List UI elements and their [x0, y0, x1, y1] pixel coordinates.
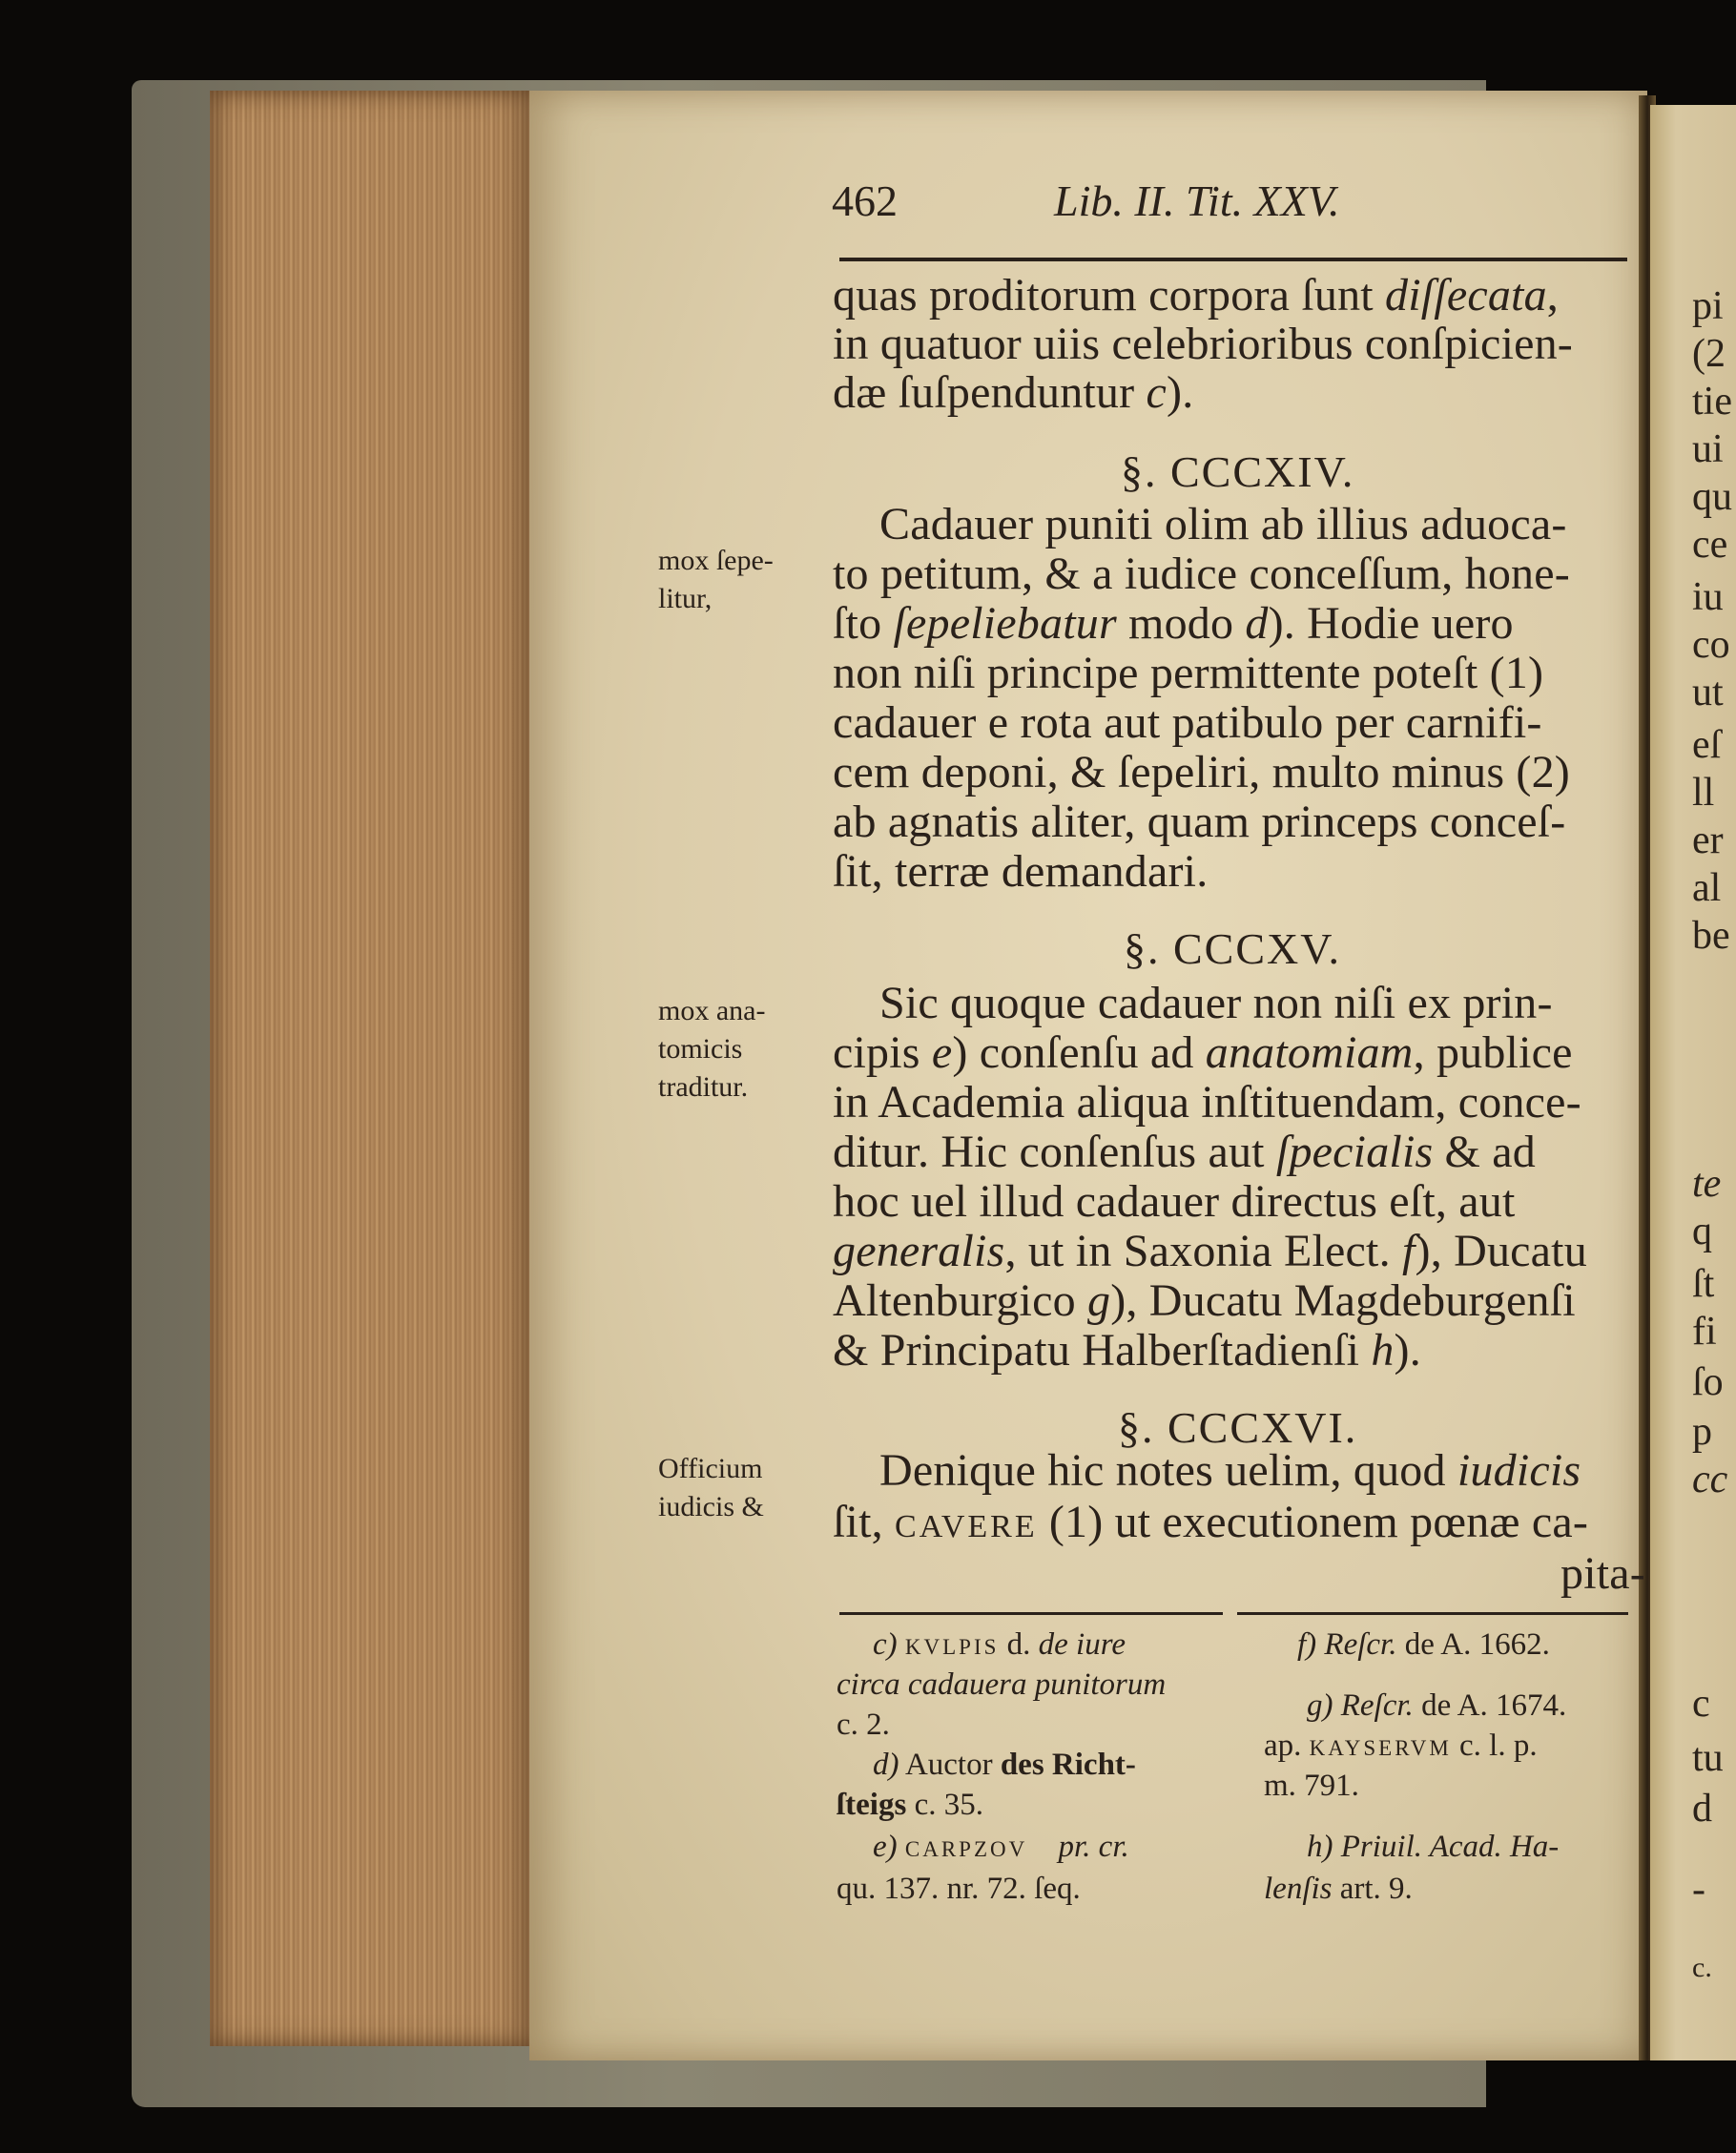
- footnote-f: f) Reſcr. de A. 1662.: [1297, 1627, 1550, 1662]
- body-line: to petitum, & a iudice conceſſum, hone-: [833, 549, 1570, 599]
- footnote-e-cont: qu. 137. nr. 72. ſeq.: [837, 1872, 1081, 1906]
- footnote-c-cont: c. 2.: [837, 1708, 890, 1742]
- footnote-g-cont: m. 791.: [1264, 1769, 1359, 1803]
- facing-line: ce: [1692, 523, 1728, 567]
- facing-line: ll: [1692, 771, 1715, 815]
- footnote-c: c) kvlpis d. de iure: [873, 1627, 1126, 1662]
- body-line: hoc uel illud cadauer directus eſt, aut: [833, 1176, 1516, 1227]
- section-heading: §. CCCXIV.: [1121, 447, 1355, 496]
- footnote-c-cont: circa cadauera punitorum: [837, 1667, 1167, 1702]
- footnote-g-cont: ap. kayservm c. l. p.: [1264, 1729, 1538, 1763]
- margin-note: Officium iudicis &: [658, 1453, 764, 1522]
- catchword: pita-: [1560, 1548, 1645, 1599]
- facing-line: eſ: [1692, 723, 1722, 767]
- facing-line: al: [1692, 866, 1722, 910]
- footnote-rule-left: [839, 1612, 1223, 1615]
- section-heading: §. CCCXVI.: [1118, 1403, 1358, 1452]
- body-line: ſit, terræ demandari.: [833, 846, 1209, 897]
- body-line: non niſi principe permittente poteſt (1): [833, 648, 1544, 698]
- facing-line: p: [1692, 1410, 1712, 1454]
- facing-line: be: [1692, 914, 1730, 958]
- body-line: in Academia aliqua inſtituendam, conce-: [833, 1077, 1581, 1128]
- body-line: ſto ſepeliebatur modo d). Hodie uero: [833, 598, 1514, 649]
- facing-line: er: [1692, 818, 1724, 862]
- footnote-g: g) Reſcr. de A. 1674.: [1307, 1688, 1567, 1723]
- margin-note: mox ſepe- litur,: [658, 545, 774, 614]
- facing-line: qu: [1692, 475, 1732, 519]
- facing-line: iu: [1692, 575, 1724, 619]
- footnote-h-cont: lenſis art. 9.: [1264, 1872, 1413, 1906]
- body-line: Denique hic notes uelim, quod iudicis: [879, 1445, 1581, 1496]
- facing-line: ſo: [1692, 1360, 1724, 1404]
- body-line: & Principatu Halberſtadienſi h).: [833, 1325, 1421, 1376]
- facing-line: te: [1692, 1162, 1722, 1206]
- body-line: ditur. Hic conſenſus aut ſpecialis & ad: [833, 1127, 1536, 1177]
- facing-line: ſt: [1692, 1262, 1715, 1306]
- facing-line: (2: [1692, 332, 1726, 376]
- facing-line: c: [1692, 1682, 1710, 1726]
- facing-line: -: [1692, 1868, 1705, 1912]
- section-heading: §. CCCXV.: [1124, 924, 1342, 973]
- body-line: cem deponi, & ſepeliri, multo minus (2): [833, 747, 1570, 797]
- body-line: dæ ſuſpenduntur c).: [833, 367, 1194, 418]
- facing-line: fi: [1692, 1310, 1717, 1354]
- facing-line: co: [1692, 623, 1730, 667]
- facing-line: d: [1692, 1787, 1712, 1831]
- body-line: Altenburgico g), Ducatu Magdeburgenſi: [833, 1275, 1576, 1326]
- facing-line: tie: [1692, 380, 1732, 424]
- page-block-edges: [210, 91, 539, 2046]
- footnote-rule-right: [1237, 1612, 1628, 1615]
- header-rule: [839, 258, 1627, 261]
- facing-line: c.: [1692, 1952, 1712, 1983]
- margin-note: mox ana- tomicis traditur.: [658, 995, 766, 1103]
- facing-page: [1650, 105, 1736, 2060]
- body-line: quas proditorum corpora ſunt diſſecata,: [833, 270, 1559, 321]
- body-line: cipis e) conſenſu ad anatomiam, publice: [833, 1027, 1573, 1078]
- footnote-d-cont: ſteigs c. 35.: [837, 1788, 983, 1822]
- body-line: cadauer e rota aut patibulo per carnifi-: [833, 697, 1542, 748]
- body-line: in quatuor uiis celebrioribus conſpicien-: [833, 319, 1573, 369]
- footnote-h: h) Priuil. Acad. Ha-: [1307, 1830, 1560, 1864]
- facing-line: ut: [1692, 671, 1724, 714]
- facing-line: ui: [1692, 427, 1724, 471]
- body-line: generalis, ut in Saxonia Elect. f), Ducatu: [833, 1226, 1587, 1276]
- facing-line: q: [1692, 1210, 1712, 1253]
- running-title: Lib. II. Tit. XXV.: [1054, 176, 1340, 225]
- body-line: Cadauer puniti olim ab illius aduoca-: [879, 499, 1567, 549]
- body-line: ab agnatis aliter, quam princeps conceſ-: [833, 797, 1566, 847]
- footnote-e: e) carpzov pr. cr.: [873, 1830, 1129, 1864]
- facing-line: tu: [1692, 1736, 1724, 1780]
- footnote-d: d) Auctor des Richt-: [873, 1748, 1136, 1782]
- facing-line: pi: [1692, 284, 1724, 328]
- body-line: ſit, cavere (1) ut executionem pœnæ ca-: [833, 1497, 1589, 1547]
- facing-line: cc: [1692, 1458, 1728, 1501]
- body-line: Sic quoque cadauer non niſi ex prin-: [879, 978, 1553, 1028]
- page-number: 462: [832, 176, 898, 225]
